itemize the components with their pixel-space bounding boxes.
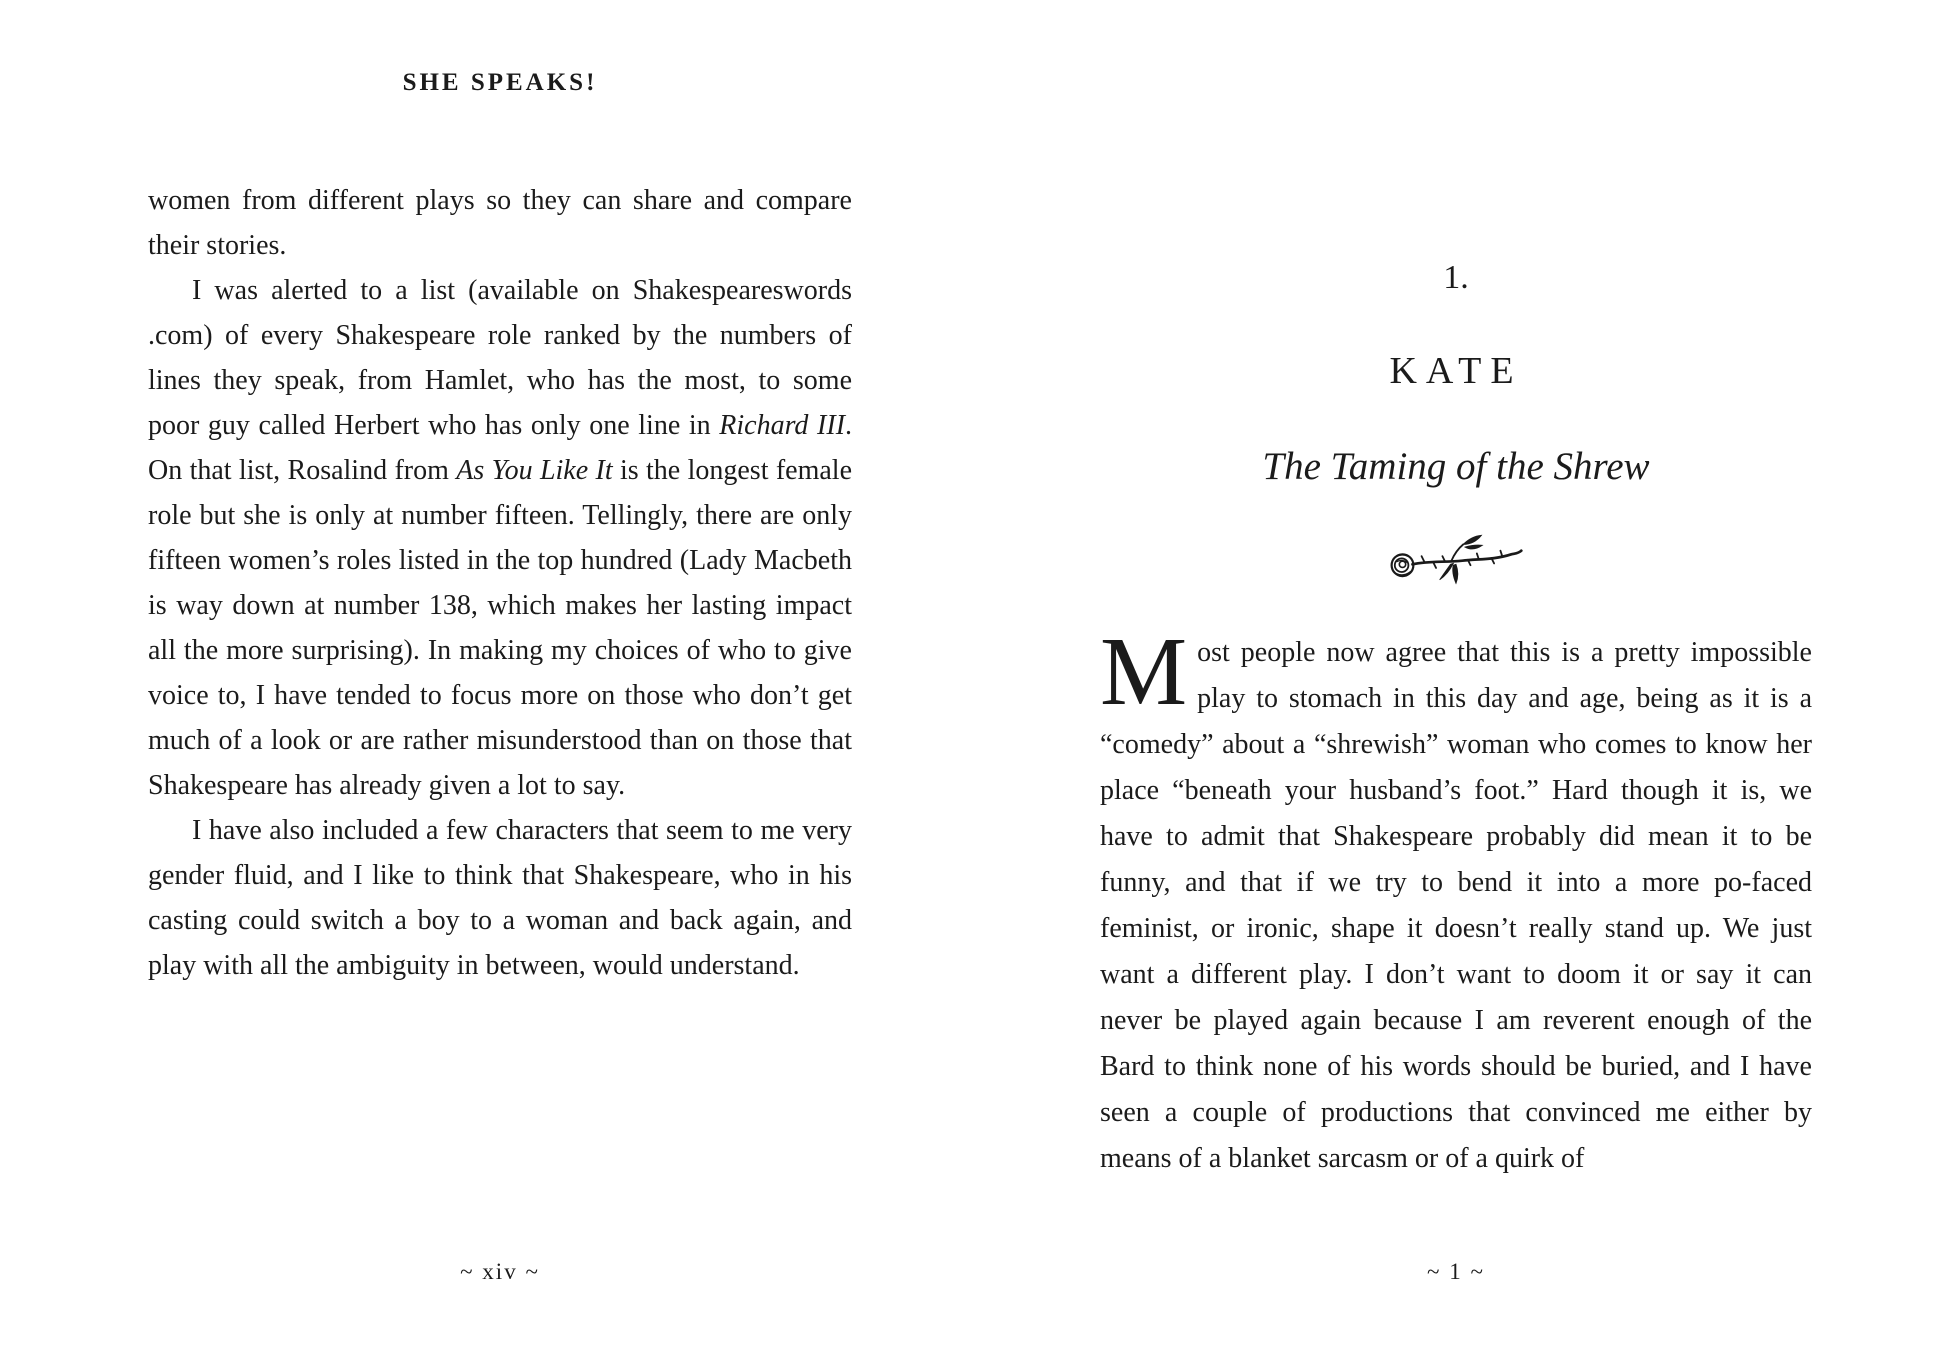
chapter-ornament xyxy=(1100,534,1812,594)
chapter-title: KATE xyxy=(1389,350,1523,392)
left-page-text-block xyxy=(148,178,852,988)
italic-run: Richard III xyxy=(719,410,846,441)
left-page-number: ~ xiv ~ xyxy=(460,1259,540,1284)
running-header: SHE SPEAKS! xyxy=(402,69,598,96)
rose-sprig-icon xyxy=(1388,534,1524,591)
right-page-text-block xyxy=(1100,618,1812,1182)
drop-cap: M xyxy=(1100,618,1188,726)
opening-paragraph: Most people now agree that this is a pretty impossible play to stomach in this day and age, being as it is a “comedy” about a “shrewish” woman who comes to know her place “beneath your husband’s foot.” Hard though it is, we have to admit that Shakespeare probably did mean it to be funny, and that if we try to bend it into a more po-faced feminist, or ironic, shape it doesn’t really stand up. We just want a different play. I don’t want to doom it or say it can never be played again because I am reverent enough of the Bard to think none of his words should be buried, and I have seen a couple of productions that convinced me either by means of a blanket sarcasm or of a quirk of xyxy=(1100,618,1812,1174)
right-page-number: ~ 1 ~ xyxy=(1427,1259,1485,1284)
paragraph: I was alerted to a list (available on Shakespeareswords .com) of every Shakespeare role ranked by the numbers of lines they speak, from Hamlet, who has the most, to some poor guy called Herbert who has only one line in Richard III. On that list, Rosalind from As You Like It is the longest female role but she is only at number fifteen. Tellingly, there are only fifteen women’s roles listed in the top hundred (Lady Macbeth is way down at number 138, which makes her lasting impact all the more surprising). In making my choices of who to give voice to, I have tended to focus more on those who don’t get much of a look or are rather misunderstood than on those that Shakespeare has already given a lot to say. xyxy=(148,275,853,801)
chapter-number: 1. xyxy=(1443,259,1469,296)
play-title: The Taming of the Shrew xyxy=(1262,445,1650,488)
paragraph: I have also included a few characters that seem to me very gender fluid, and I like to think that Shakespeare, who in his casting could switch a boy to a woman and back again, and play with all the ambiguity in between, would understand. xyxy=(148,815,852,981)
paragraph: women from different plays so they can share and compare their stories. xyxy=(148,185,852,261)
italic-run: As You Like It xyxy=(456,455,613,486)
